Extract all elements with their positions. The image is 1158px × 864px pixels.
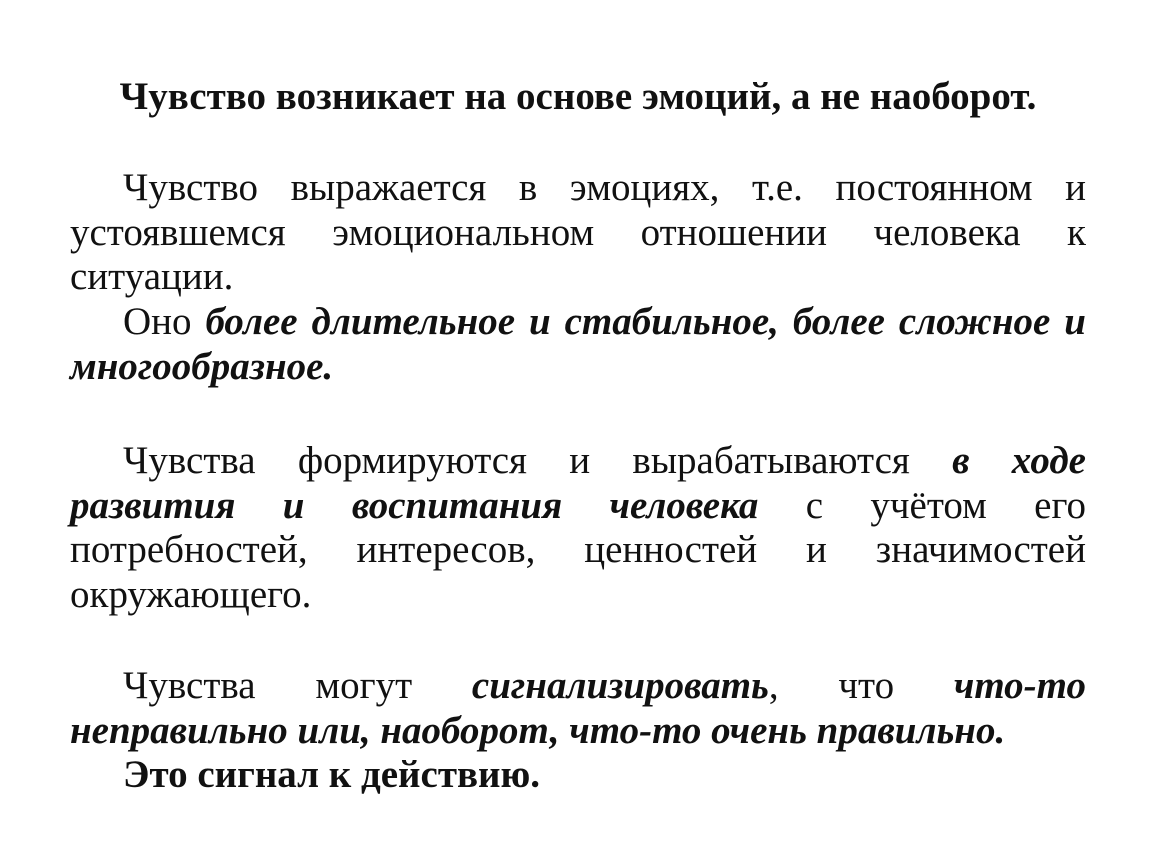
paragraph-action-signal bbox=[70, 753, 1086, 798]
paragraph-feeling-formation bbox=[70, 439, 1086, 617]
paragraph-text: Это сигнал к действию. bbox=[123, 753, 541, 796]
paragraph-text: Чувство выражается в эмоциях, т.е. постоянном и устоявшемся эмоциональном отношении человека к ситуации. bbox=[70, 166, 1086, 298]
slide-title: Чувство возникает на основе эмоций, а не наоборот. bbox=[119, 75, 1037, 118]
paragraph-mid: , что bbox=[768, 664, 954, 707]
paragraph-lead: Оно bbox=[123, 300, 206, 343]
paragraph-feeling-signal bbox=[70, 664, 1086, 753]
emphasis-text-right-wrong: что-то неправильно или, наоборот, что-то очень правильно. bbox=[70, 664, 1086, 752]
paragraph-feeling-expression bbox=[70, 166, 1086, 300]
paragraph-lead: Чувства формируются и вырабатываются bbox=[123, 439, 953, 482]
emphasis-text-signal: сигнализировать bbox=[471, 664, 769, 707]
paragraph-tail: с учётом его потребностей, интересов, ценностей и значимостей окружающего. bbox=[70, 483, 1086, 616]
paragraph-feeling-stability bbox=[70, 300, 1086, 389]
emphasis-text: в ходе развития и воспитания человека bbox=[70, 439, 1086, 527]
emphasis-text: более длительное и стабильное, более сложное и многообразное. bbox=[70, 300, 1086, 388]
paragraph-lead: Чувства могут bbox=[123, 664, 472, 707]
